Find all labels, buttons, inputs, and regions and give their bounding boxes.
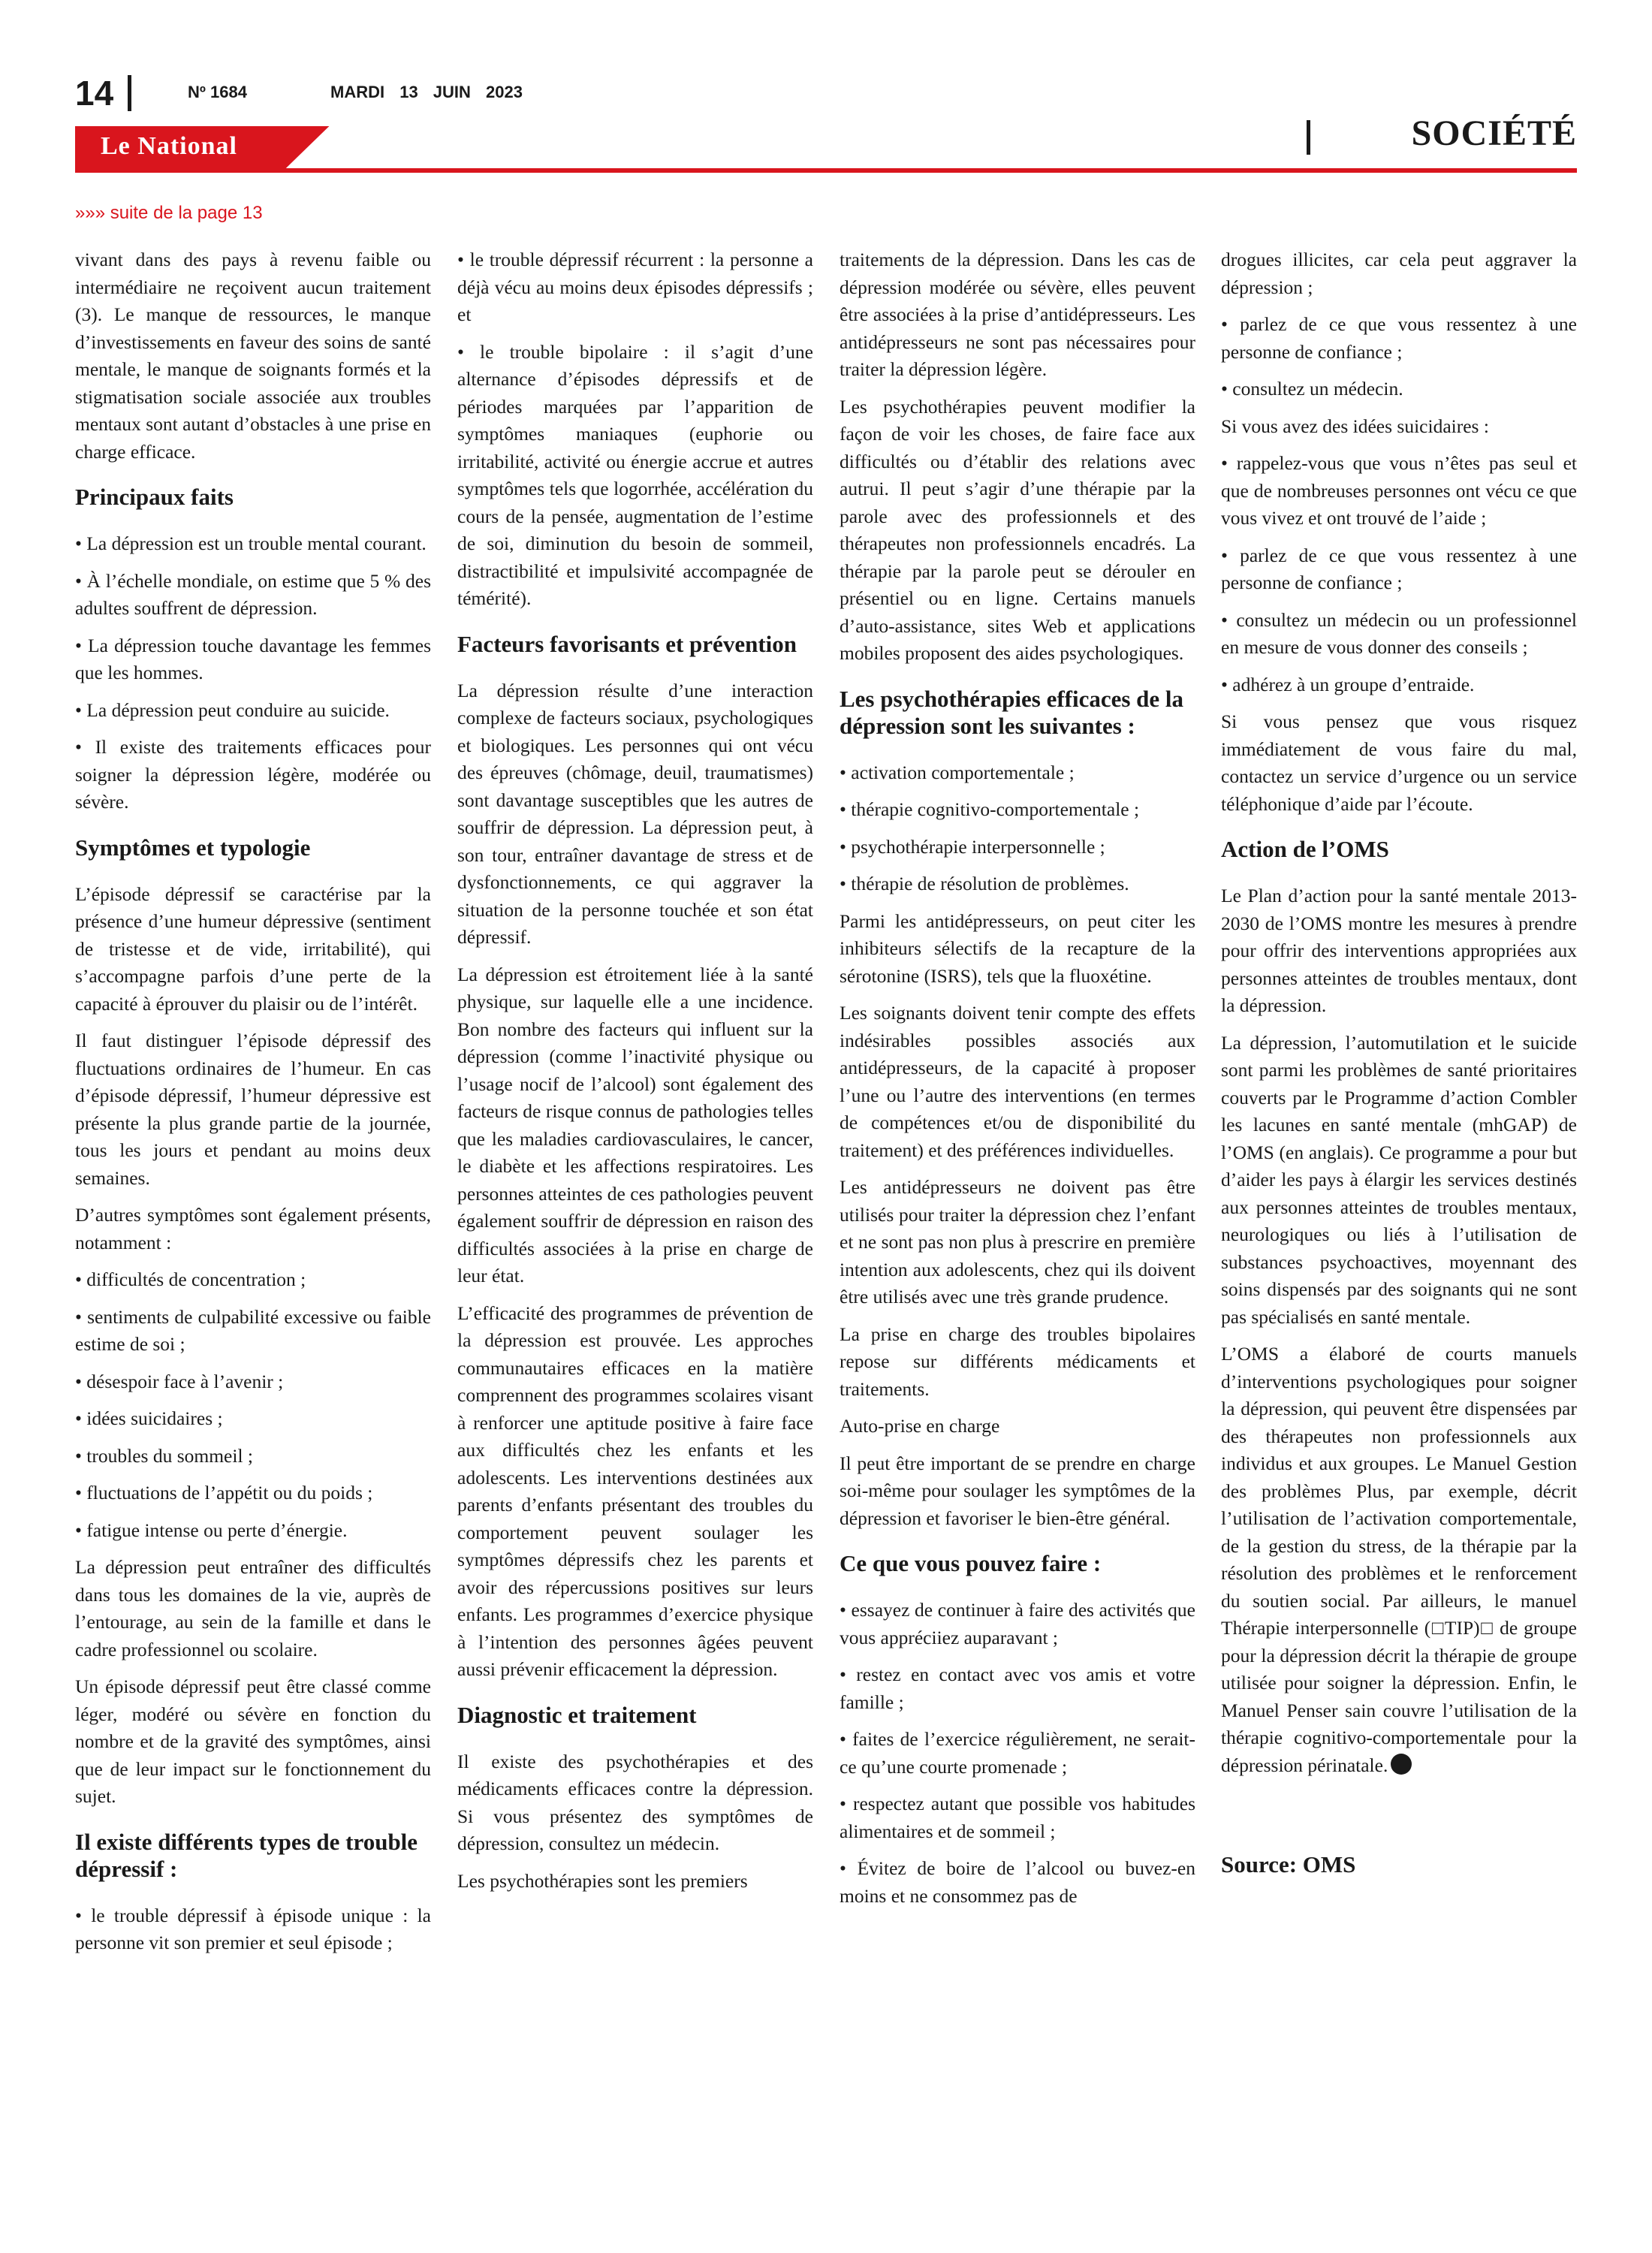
bullet-item: • adhérez à un groupe d’entraide. <box>1221 673 1475 695</box>
header-divider <box>128 75 131 111</box>
article-column-1 <box>75 246 431 1967</box>
section-heading: Facteurs favorisants et prévention <box>457 630 797 657</box>
brand-name: Le National <box>101 132 237 160</box>
bullet-item: • rappelez-vous que vous n’êtes pas seul et que de nombreuses personnes ont vécu ce que vous vivez et ont trouvé de l’aide ; <box>1221 452 1577 529</box>
paragraph: La prise en charge des troubles bipolaires repose sur différents médicaments et traitements. <box>840 1323 1195 1400</box>
bullet-item: • Il existe des traitements efficaces pour soigner la dépression légère, modérée ou sévère. <box>75 736 431 813</box>
paragraph: D’autres symptômes sont également présents, notamment : <box>75 1204 431 1253</box>
bullet-item: • thérapie de résolution de problèmes. <box>840 873 1129 894</box>
bullet-item: • Évitez de boire de l’alcool ou buvez-en moins et ne consommez pas de <box>840 1857 1195 1907</box>
bullet-item: • désespoir face à l’avenir ; <box>75 1370 284 1392</box>
paragraph: Il existe des psychothérapies et des médicaments efficaces contre la dépression. Si vous présentez des symptômes de dépression, consultez un médecin. <box>457 1750 813 1854</box>
paragraph: Les antidépresseurs ne doivent pas être utilisés pour traiter la dépression chez l’enfant et ne sont pas non plus à prescrire en première intention aux adolescents, chez qui ils doivent être utilisés avec une très grande prudence. <box>840 1176 1195 1307</box>
paragraph: L’efficacité des programmes de prévention de la dépression est prouvée. Les approches communautaires efficaces en la matière comprennent des programmes scolaires visant à renforcer une aptitude positive à faire face aux difficultés chez les enfants et les adolescents. Les interventions destinées aux parents d’enfants présentant des troubles du comportement peuvent soulager les symptômes dépressifs chez les parents et avoir des répercussions positives sur leurs enfants. Les programmes d’exercice physique à l’intention des personnes âgées peuvent aussi prévenir efficacement la dépression. <box>457 1301 813 1680</box>
paragraph: Auto-prise en charge <box>840 1415 1000 1437</box>
page-number: 14 <box>75 74 114 113</box>
paragraph: Les soignants doivent tenir compte des effets indésirables possibles associés aux antidépresseurs, de la capacité à proposer l’une ou l’autre des interventions (en termes de compétences et/ou de disponibilité du traitement) et des préférences individuelles. <box>840 1002 1195 1161</box>
paragraph: La dépression peut entraîner des difficultés dans tous les domaines de la vie, auprès de l’entourage, au sein de la famille et dans le cadre professionnel ou scolaire. <box>75 1556 431 1660</box>
paragraph-text: L’OMS a élaboré de courts manuels d’interventions psychologiques pour soigner la dépression, qui peuvent être dispensées par des thérapeutes non professionnels aux individus et aux groupes. Le Manuel Gestion des problèmes Plus, par exemple, décrit l’utilisation de l’activation comportementale, de la gestion du stress, de la thérapie par la résolution des problèmes et le renforcement du soutien social. Par ailleurs, le manuel Thérapie interpersonnelle (□TIP)□ de groupe pour la dépression décrit la thérapie de groupe utilisée pour soigner la dépression. Enfin, le Manuel Penser sain couvre l’utilisation de la thérapie cognitivo-comportementale pour la dépression périnatale. <box>1221 1343 1577 1776</box>
paragraph: Le Plan d’action pour la santé mentale 2013-2030 de l’OMS montre les mesures à prendre pour offrir des interventions appropriées aux personnes atteintes de troubles mentaux, dont la dépression. <box>1221 885 1577 1016</box>
bullet-item: • La dépression touche davantage les femmes que les hommes. <box>75 634 431 683</box>
section-heading: Action de l’OMS <box>1221 836 1389 862</box>
paragraph: Si vous pensez que vous risquez immédiatement de vous faire du mal, contactez un service d’urgence ou un service téléphonique d’aide par l’écoute. <box>1221 710 1577 815</box>
paragraph: Il faut distinguer l’épisode dépressif des fluctuations ordinaires de l’humeur. En cas d’épisode dépressif, l’humeur dépressive est présente la plus grande partie de la journée, tous les jours et pendant au moins deux semaines. <box>75 1030 431 1189</box>
bullet-item: • fatigue intense ou perte d’énergie. <box>75 1519 348 1541</box>
masthead-rule <box>75 168 1577 173</box>
paragraph: Parmi les antidépresseurs, on peut citer les inhibiteurs sélectifs de la recapture de la sérotonine (ISRS), tels que la fluoxétine. <box>840 909 1195 987</box>
paragraph: Il peut être important de se prendre en charge soi-même pour soulager les symptômes de la dépression et favoriser le bien-être général. <box>840 1452 1195 1529</box>
paragraph: vivant dans des pays à revenu faible ou intermédiaire ne reçoivent aucun traitement (3). Le manque de ressources, le manque d’investissements en faveur des soins de santé mentale, le manque de soignants formés et la stigmatisation sociale associée aux troubles mentaux sont autant d’obstacles à une prise en charge efficace. <box>75 249 431 463</box>
bullet-item: • le trouble dépressif à épisode unique : la personne vit son premier et seul épisode ; <box>75 1904 431 1953</box>
issue-number: Nº 1684 <box>188 83 247 101</box>
bullet-item: • essayez de continuer à faire des activités que vous appréciiez auparavant ; <box>840 1599 1195 1648</box>
section-heading: Les psychothérapies efficaces de la dépression sont les suivantes : <box>840 685 1184 739</box>
paragraph: La dépression, l’automutilation et le suicide sont parmi les problèmes de santé prioritaires couverts par le Programme d’action Combler les lacunes en santé mentale (mhGAP) de l’OMS (en anglais). Ce programme a pour but d’aider les pays à élargir les services destinés aux personnes atteintes de troubles mentaux, neurologiques ou liés à l’utilisation de substances psychoactives, moyennant des soins dispensés par des soignants qui ne sont pas spécialisés en santé mentale. <box>1221 1031 1577 1328</box>
page-header <box>75 71 1577 116</box>
bullet-item: • La dépression est un trouble mental courant. <box>75 532 427 554</box>
bullet-item: • À l’échelle mondiale, on estime que 5 % des adultes souffrent de dépression. <box>75 569 431 619</box>
paragraph <box>1221 1341 1577 1779</box>
issue-date: MARDI 13 JUIN 2023 <box>330 83 523 101</box>
article-source: Source: OMS <box>1221 1851 1356 1878</box>
paragraph: Les psychothérapies peuvent modifier la façon de voir les choses, de faire face aux difficultés ou d’établir des relations avec autrui. Il peut s’agir d’une thérapie par la parole avec des professionnels et des thérapeutes non professionnels encadrés. La thérapie par la parole peut se dérouler en présentiel ou en ligne. Certains manuels d’auto-assistance, sites Web et applications mobiles proposent des aides psychologiques. <box>840 395 1195 664</box>
bullet-item: • psychothérapie interpersonnelle ; <box>840 835 1105 858</box>
bullet-item: • idées suicidaires ; <box>75 1407 223 1429</box>
article-column-3 <box>840 246 1195 1920</box>
paragraph: Un épisode dépressif peut être classé comme léger, modéré ou sévère en fonction du nombre et de la gravité des symptômes, ainsi que de leur impact sur le fonctionnement du sujet. <box>75 1675 431 1807</box>
bullet-item: • difficultés de concentration ; <box>75 1268 306 1290</box>
section-title: SOCIÉTÉ <box>1411 113 1577 153</box>
section-heading: Ce que vous pouvez faire : <box>840 1550 1102 1576</box>
masthead-band <box>75 126 1577 173</box>
paragraph: drogues illicites, car cela peut aggraver la dépression ; <box>1221 249 1577 298</box>
bullet-item: • restez en contact avec vos amis et votre famille ; <box>840 1663 1195 1713</box>
bullet-item: • consultez un médecin ou un professionnel en mesure de vous donner des conseils ; <box>1221 608 1577 658</box>
bullet-item: • activation comportementale ; <box>840 761 1075 783</box>
bullet-item: • faites de l’exercice régulièrement, ne serait-ce qu’une courte promenade ; <box>840 1728 1195 1778</box>
section-heading: Il existe différents types de trouble dépressif : <box>75 1828 418 1882</box>
paragraph: Si vous avez des idées suicidaires : <box>1221 415 1489 437</box>
bullet-item: • La dépression peut conduire au suicide. <box>75 698 390 721</box>
section-heading: Diagnostic et traitement <box>457 1701 697 1728</box>
paragraph: La dépression est étroitement liée à la santé physique, sur laquelle elle a une incidence. Bon nombre des facteurs qui influent sur la dépression (comme l’inactivité physique ou l’usage nocif de l’alcool) sont également des facteurs de risque connus de pathologies telles que les maladies cardiovasculaires, le cancer, le diabète et les affections respiratoires. Les personnes atteintes de ces pathologies peuvent également souffrir de dépression en raison des difficultés associées à la prise en charge de leur état. <box>457 963 813 1286</box>
section-heading: Principaux faits <box>75 484 234 510</box>
bullet-item: • fluctuations de l’appétit ou du poids ; <box>75 1482 373 1504</box>
paragraph: traitements de la dépression. Dans les cas de dépression modérée ou sévère, elles peuvent être associées à la prise d’antidépresseurs. Les antidépresseurs ne sont pas nécessaires pour traiter la dépression légère. <box>840 249 1195 380</box>
bullet-item: • sentiments de culpabilité excessive ou faible estime de soi ; <box>75 1305 431 1355</box>
bullet-item: • parlez de ce que vous ressentez à une personne de confiance ; <box>1221 544 1577 593</box>
bullet-item: • consultez un médecin. <box>1221 378 1403 400</box>
article-column-2 <box>457 246 813 1905</box>
end-of-article-icon <box>1391 1754 1412 1775</box>
paragraph: L’épisode dépressif se caractérise par la présence d’une humeur dépressive (sentiment de tristesse et de vide, irritabilité), qui s’accompagne parfois d’une perte de la capacité à éprouver du plaisir ou de l’intérêt. <box>75 882 431 1015</box>
bullet-item: • respectez autant que possible vos habitudes alimentaires et de sommeil ; <box>840 1793 1195 1842</box>
continued-from-link[interactable]: »»» suite de la page 13 <box>75 203 263 223</box>
article-column-4 <box>1221 246 1577 1889</box>
section-heading: Symptômes et typologie <box>75 834 311 861</box>
section-divider <box>1307 120 1310 155</box>
bullet-item: • parlez de ce que vous ressentez à une personne de confiance ; <box>1221 313 1577 363</box>
paragraph: La dépression résulte d’une interaction complexe de facteurs sociaux, psychologiques et biologiques. Les personnes qui ont vécu des épreuves (chômage, deuil, traumatismes) sont davantage susceptibles que les autres de souffrir de dépression. La dépression peut, à son tour, entraîner davantage de stress et de dysfonctionnements, ce qui aggraver la situation de la personne touchée et son état dépressif. <box>457 679 813 948</box>
paragraph: Les psychothérapies sont les premiers <box>457 1869 748 1892</box>
bullet-item: • le trouble dépressif récurrent : la personne a déjà vécu au moins deux épisodes dépressifs ; et <box>457 249 813 325</box>
bullet-item: • thérapie cognitivo-comportementale ; <box>840 798 1140 820</box>
bullet-item: • troubles du sommeil ; <box>75 1444 253 1467</box>
bullet-item: • le trouble bipolaire : il s’agit d’une alternance d’épisodes dépressifs et de périodes marquées par l’apparition de symptômes maniaques (euphorie ou irritabilité, activité ou énergie accrue et autres symptômes tels que logorrhée, accélération du cours de la pensée, augmentation de l’estime de soi, diminution du besoin de sommeil, distractibilité et impulsivité accompagnée de témérité). <box>457 340 813 609</box>
